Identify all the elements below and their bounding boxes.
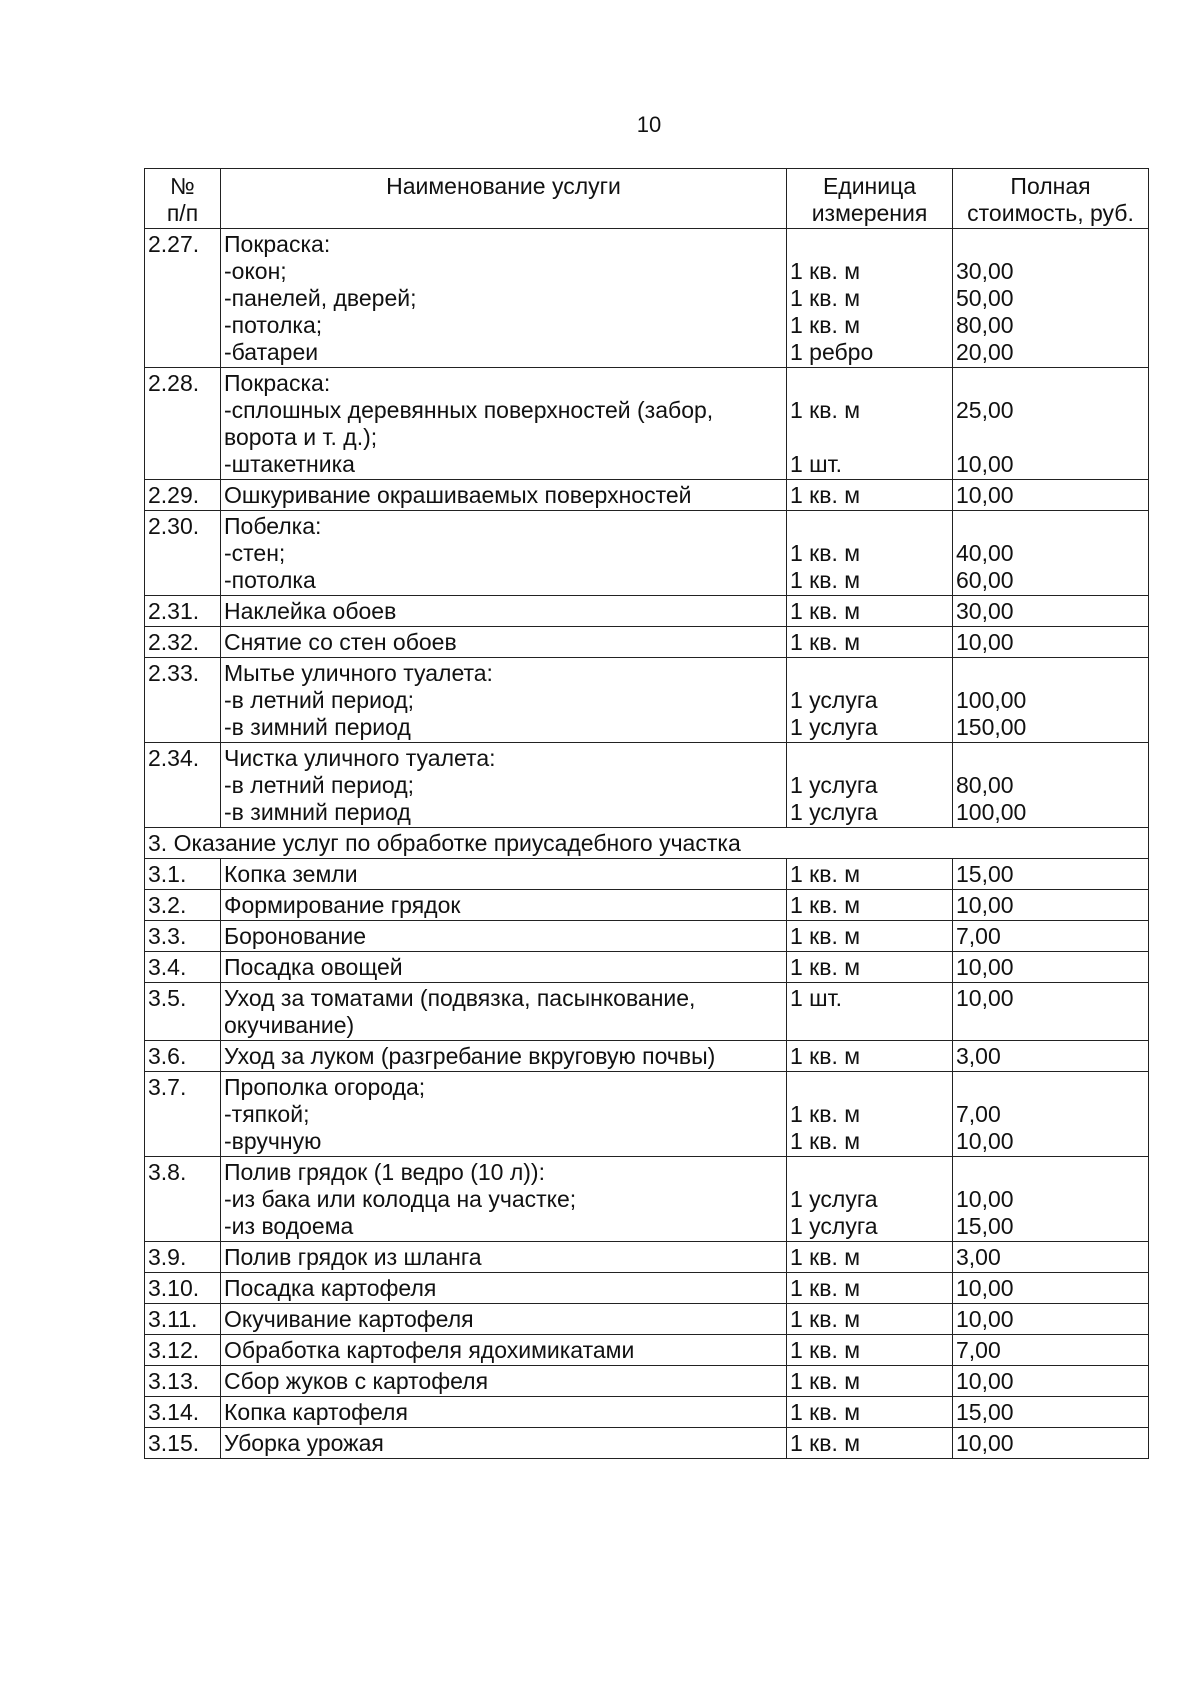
- service-name: Обработка картофеля ядохимикатами: [224, 1337, 635, 1363]
- service-price: 10,00: [956, 1306, 1014, 1332]
- row-price-cell: [953, 1041, 1149, 1072]
- service-name: -из бака или колодца на участке;: [224, 1186, 577, 1212]
- row-name-cell: [221, 368, 787, 480]
- row-price-cell: [953, 921, 1149, 952]
- row-number: 2.33.: [145, 658, 221, 743]
- row-name-cell: [221, 596, 787, 627]
- service-price: 7,00: [956, 923, 1001, 949]
- header-name: [221, 169, 787, 229]
- row-number: 2.32.: [145, 627, 221, 658]
- service-price: 7,00: [956, 1101, 1001, 1127]
- row-unit-cell: [787, 952, 953, 983]
- header-price: [953, 169, 1149, 229]
- row-name-cell: [221, 859, 787, 890]
- row-number: 3.12.: [145, 1335, 221, 1366]
- row-unit-cell: [787, 1335, 953, 1366]
- row-unit-cell: [787, 1072, 953, 1157]
- row-name-cell: [221, 983, 787, 1041]
- row-price-cell: [953, 658, 1149, 743]
- row-number: 3.7.: [145, 1072, 221, 1157]
- row-name-cell: [221, 743, 787, 828]
- service-unit: 1 услуга: [790, 714, 878, 740]
- row-unit-cell: [787, 1366, 953, 1397]
- service-unit: 1 кв. м: [790, 954, 861, 980]
- header-name-line: Наименование услуги: [386, 173, 621, 199]
- row-number: 3.6.: [145, 1041, 221, 1072]
- table-row: [145, 511, 1149, 596]
- spacer: [790, 513, 949, 540]
- spacer: [956, 1012, 1145, 1039]
- spacer: [790, 1012, 949, 1039]
- row-name-cell: [221, 952, 787, 983]
- row-unit-cell: [787, 627, 953, 658]
- header-unit-line: измерения: [811, 200, 928, 226]
- row-number: 3.4.: [145, 952, 221, 983]
- service-price: 3,00: [956, 1244, 1001, 1270]
- spacer: [790, 424, 949, 451]
- row-unit-cell: [787, 480, 953, 511]
- header-number-line: №: [170, 173, 195, 199]
- table-row: [145, 229, 1149, 368]
- service-name: -штакетника: [224, 451, 355, 477]
- row-price-cell: [953, 229, 1149, 368]
- service-name: Копка картофеля: [224, 1399, 408, 1425]
- table-row: [145, 1428, 1149, 1459]
- row-unit-cell: [787, 1304, 953, 1335]
- row-unit-cell: [787, 1041, 953, 1072]
- service-unit: 1 кв. м: [790, 629, 861, 655]
- service-price: 80,00: [956, 772, 1014, 798]
- service-unit: 1 кв. м: [790, 598, 861, 624]
- service-price: 30,00: [956, 258, 1014, 284]
- row-name-cell: [221, 1157, 787, 1242]
- spacer: [956, 1074, 1145, 1101]
- service-name: Посадка овощей: [224, 954, 403, 980]
- service-name: Сбор жуков с картофеля: [224, 1368, 489, 1394]
- service-name: -в летний период;: [224, 687, 415, 713]
- row-name-cell: [221, 1041, 787, 1072]
- row-number: 3.11.: [145, 1304, 221, 1335]
- service-price: 100,00: [956, 799, 1027, 825]
- row-unit-cell: [787, 1157, 953, 1242]
- service-group-title: Прополка огорода;: [224, 1074, 426, 1100]
- service-price: 150,00: [956, 714, 1027, 740]
- header-number-line: п/п: [166, 200, 199, 226]
- row-price-cell: [953, 859, 1149, 890]
- spacer: [956, 424, 1145, 451]
- service-name: Копка земли: [224, 861, 358, 887]
- service-price: 10,00: [956, 451, 1014, 477]
- service-unit: 1 кв. м: [790, 1128, 861, 1154]
- table-row: [145, 1304, 1149, 1335]
- service-unit: 1 кв. м: [790, 1244, 861, 1270]
- service-unit: 1 кв. м: [790, 567, 861, 593]
- service-name: -из водоема: [224, 1213, 354, 1239]
- table-row: [145, 921, 1149, 952]
- spacer: [956, 745, 1145, 772]
- table-row: [145, 480, 1149, 511]
- service-price: 10,00: [956, 482, 1014, 508]
- row-name-cell: [221, 921, 787, 952]
- spacer: [956, 513, 1145, 540]
- page-number: 10: [636, 112, 662, 137]
- table-row: [145, 1157, 1149, 1242]
- service-name: -в зимний период: [224, 799, 411, 825]
- row-price-cell: [953, 480, 1149, 511]
- row-price-cell: [953, 983, 1149, 1041]
- service-name: Уход за луком (разгребание вкруговую почвы): [224, 1043, 716, 1069]
- service-unit: 1 кв. м: [790, 258, 861, 284]
- row-price-cell: [953, 1157, 1149, 1242]
- row-name-cell: [221, 1304, 787, 1335]
- table-row: [145, 859, 1149, 890]
- service-name: -стен;: [224, 540, 286, 566]
- row-price-cell: [953, 1335, 1149, 1366]
- service-unit: 1 кв. м: [790, 482, 861, 508]
- service-price: 3,00: [956, 1043, 1001, 1069]
- service-price: 20,00: [956, 339, 1014, 365]
- row-number: 3.10.: [145, 1273, 221, 1304]
- row-name-cell: [221, 1072, 787, 1157]
- spacer: [790, 660, 949, 687]
- row-unit-cell: [787, 983, 953, 1041]
- row-price-cell: [953, 627, 1149, 658]
- header-unit-line: Единица: [822, 173, 917, 199]
- table-body-services: [145, 229, 1149, 828]
- table-row: [145, 596, 1149, 627]
- header-price-line: стоимость, руб.: [967, 200, 1134, 226]
- row-name-cell: [221, 658, 787, 743]
- row-unit-cell: [787, 229, 953, 368]
- row-unit-cell: [787, 743, 953, 828]
- row-price-cell: [953, 1242, 1149, 1273]
- row-price-cell: [953, 368, 1149, 480]
- service-unit: 1 шт.: [790, 985, 843, 1011]
- service-unit: 1 кв. м: [790, 1043, 861, 1069]
- row-name-cell: [221, 1428, 787, 1459]
- service-name: Полив грядок из шланга: [224, 1244, 482, 1270]
- row-number: 3.9.: [145, 1242, 221, 1273]
- service-name: Наклейка обоев: [224, 598, 397, 624]
- row-number: 2.31.: [145, 596, 221, 627]
- table-row: [145, 1041, 1149, 1072]
- service-price: 10,00: [956, 985, 1014, 1011]
- service-price: 60,00: [956, 567, 1014, 593]
- row-unit-cell: [787, 1242, 953, 1273]
- row-number: 3.13.: [145, 1366, 221, 1397]
- service-name: Уборка урожая: [224, 1430, 384, 1456]
- table-row: [145, 1242, 1149, 1273]
- row-price-cell: [953, 1428, 1149, 1459]
- service-price: 10,00: [956, 1128, 1014, 1154]
- row-price-cell: [953, 511, 1149, 596]
- service-group-title: Полив грядок (1 ведро (10 л)):: [224, 1159, 545, 1185]
- service-price: 10,00: [956, 954, 1014, 980]
- table-row: [145, 743, 1149, 828]
- service-group-title: Побелка:: [224, 513, 322, 539]
- row-number: 2.27.: [145, 229, 221, 368]
- row-number: 3.2.: [145, 890, 221, 921]
- section-title: 3. Оказание услуг по обработке приусадебного участка: [145, 828, 1149, 859]
- header-number: [145, 169, 221, 229]
- row-number: 2.34.: [145, 743, 221, 828]
- service-price: 10,00: [956, 1275, 1014, 1301]
- table-body-garden-services: [145, 859, 1149, 1459]
- header-unit: [787, 169, 953, 229]
- service-unit: 1 услуга: [790, 1213, 878, 1239]
- service-price: 10,00: [956, 629, 1014, 655]
- row-name-cell: [221, 229, 787, 368]
- service-unit: 1 кв. м: [790, 1306, 861, 1332]
- service-name: -тяпкой;: [224, 1101, 310, 1127]
- service-price: 15,00: [956, 861, 1014, 887]
- row-number: 3.14.: [145, 1397, 221, 1428]
- service-price: 80,00: [956, 312, 1014, 338]
- service-name: -в зимний период: [224, 714, 411, 740]
- row-name-cell: [221, 480, 787, 511]
- service-price: 10,00: [956, 1430, 1014, 1456]
- service-unit: 1 кв. м: [790, 923, 861, 949]
- service-unit: 1 услуга: [790, 772, 878, 798]
- service-unit: 1 кв. м: [790, 397, 861, 423]
- row-unit-cell: [787, 1397, 953, 1428]
- service-price: 10,00: [956, 1186, 1014, 1212]
- spacer: [956, 660, 1145, 687]
- spacer: [790, 1159, 949, 1186]
- service-name: Снятие со стен обоев: [224, 629, 457, 655]
- row-name-cell: [221, 1242, 787, 1273]
- row-name-cell: [221, 1273, 787, 1304]
- row-unit-cell: [787, 658, 953, 743]
- table-row: [145, 1335, 1149, 1366]
- spacer: [790, 1074, 949, 1101]
- table-row: [145, 1366, 1149, 1397]
- service-name: Посадка картофеля: [224, 1275, 437, 1301]
- row-number: 3.15.: [145, 1428, 221, 1459]
- row-name-cell: [221, 1397, 787, 1428]
- row-number: 3.3.: [145, 921, 221, 952]
- row-unit-cell: [787, 1428, 953, 1459]
- service-name: Уход за томатами (подвязка, пасынкование, окучивание): [224, 985, 696, 1038]
- service-price: 7,00: [956, 1337, 1001, 1363]
- spacer: [790, 370, 949, 397]
- table-row: [145, 952, 1149, 983]
- service-unit: 1 услуга: [790, 799, 878, 825]
- service-unit: 1 кв. м: [790, 1399, 861, 1425]
- table-row: [145, 368, 1149, 480]
- row-number: 2.28.: [145, 368, 221, 480]
- service-price: 15,00: [956, 1399, 1014, 1425]
- service-unit: 1 кв. м: [790, 1101, 861, 1127]
- spacer: [956, 1159, 1145, 1186]
- table-header: [145, 169, 1149, 229]
- header-price-line: Полная: [1010, 173, 1091, 199]
- service-price: 50,00: [956, 285, 1014, 311]
- service-unit: 1 услуга: [790, 1186, 878, 1212]
- row-name-cell: [221, 890, 787, 921]
- row-price-cell: [953, 596, 1149, 627]
- row-price-cell: [953, 1366, 1149, 1397]
- service-name: -батареи: [224, 339, 319, 365]
- row-price-cell: [953, 890, 1149, 921]
- table-row: [145, 1273, 1149, 1304]
- row-price-cell: [953, 1304, 1149, 1335]
- service-group-title: Покраска:: [224, 231, 331, 257]
- service-unit: 1 кв. м: [790, 312, 861, 338]
- row-name-cell: [221, 1366, 787, 1397]
- row-unit-cell: [787, 1273, 953, 1304]
- row-name-cell: [221, 511, 787, 596]
- service-price: 100,00: [956, 687, 1027, 713]
- service-name: Окучивание картофеля: [224, 1306, 474, 1332]
- service-group-title: Мытье уличного туалета:: [224, 660, 493, 686]
- row-name-cell: [221, 627, 787, 658]
- service-unit: 1 услуга: [790, 687, 878, 713]
- service-unit: 1 кв. м: [790, 285, 861, 311]
- row-unit-cell: [787, 368, 953, 480]
- row-number: 3.8.: [145, 1157, 221, 1242]
- row-price-cell: [953, 743, 1149, 828]
- row-number: 2.30.: [145, 511, 221, 596]
- row-price-cell: [953, 1273, 1149, 1304]
- service-unit: 1 кв. м: [790, 1368, 861, 1394]
- service-price: 10,00: [956, 892, 1014, 918]
- table-section: [145, 828, 1149, 859]
- service-price: 15,00: [956, 1213, 1014, 1239]
- spacer: [790, 231, 949, 258]
- service-unit: 1 кв. м: [790, 540, 861, 566]
- service-group-title: Покраска:: [224, 370, 331, 396]
- service-unit: 1 кв. м: [790, 1430, 861, 1456]
- section-row: [145, 828, 1149, 859]
- row-unit-cell: [787, 859, 953, 890]
- spacer: [956, 370, 1145, 397]
- row-unit-cell: [787, 890, 953, 921]
- service-unit: 1 кв. м: [790, 861, 861, 887]
- row-number: 2.29.: [145, 480, 221, 511]
- row-price-cell: [953, 1072, 1149, 1157]
- service-unit: 1 кв. м: [790, 1337, 861, 1363]
- table-row: [145, 1072, 1149, 1157]
- service-unit: 1 кв. м: [790, 1275, 861, 1301]
- table-row: [145, 658, 1149, 743]
- service-name: -потолка: [224, 567, 316, 593]
- row-number: 3.5.: [145, 983, 221, 1041]
- service-name: -окон;: [224, 258, 287, 284]
- row-price-cell: [953, 1397, 1149, 1428]
- service-name: Боронование: [224, 923, 367, 949]
- table-row: [145, 1397, 1149, 1428]
- spacer: [956, 231, 1145, 258]
- service-unit: 1 ребро: [790, 339, 874, 365]
- row-number: 3.1.: [145, 859, 221, 890]
- service-price: 10,00: [956, 1368, 1014, 1394]
- service-unit: 1 шт.: [790, 451, 843, 477]
- table-row: [145, 890, 1149, 921]
- service-price: 25,00: [956, 397, 1014, 423]
- service-unit: 1 кв. м: [790, 892, 861, 918]
- service-name: -вручную: [224, 1128, 322, 1154]
- spacer: [790, 745, 949, 772]
- price-table: [144, 168, 1149, 1459]
- service-name: Формирование грядок: [224, 892, 461, 918]
- row-name-cell: [221, 1335, 787, 1366]
- service-name: -панелей, дверей;: [224, 285, 417, 311]
- row-unit-cell: [787, 921, 953, 952]
- service-price: 30,00: [956, 598, 1014, 624]
- service-name: Ошкуривание окрашиваемых поверхностей: [224, 482, 692, 508]
- service-name: -в летний период;: [224, 772, 415, 798]
- service-name: -потолка;: [224, 312, 323, 338]
- service-price: 40,00: [956, 540, 1014, 566]
- service-name: -сплошных деревянных поверхностей (забор, ворота и т. д.);: [224, 397, 714, 450]
- row-unit-cell: [787, 596, 953, 627]
- row-unit-cell: [787, 511, 953, 596]
- table-row: [145, 983, 1149, 1041]
- service-group-title: Чистка уличного туалета:: [224, 745, 496, 771]
- table-row: [145, 627, 1149, 658]
- row-price-cell: [953, 952, 1149, 983]
